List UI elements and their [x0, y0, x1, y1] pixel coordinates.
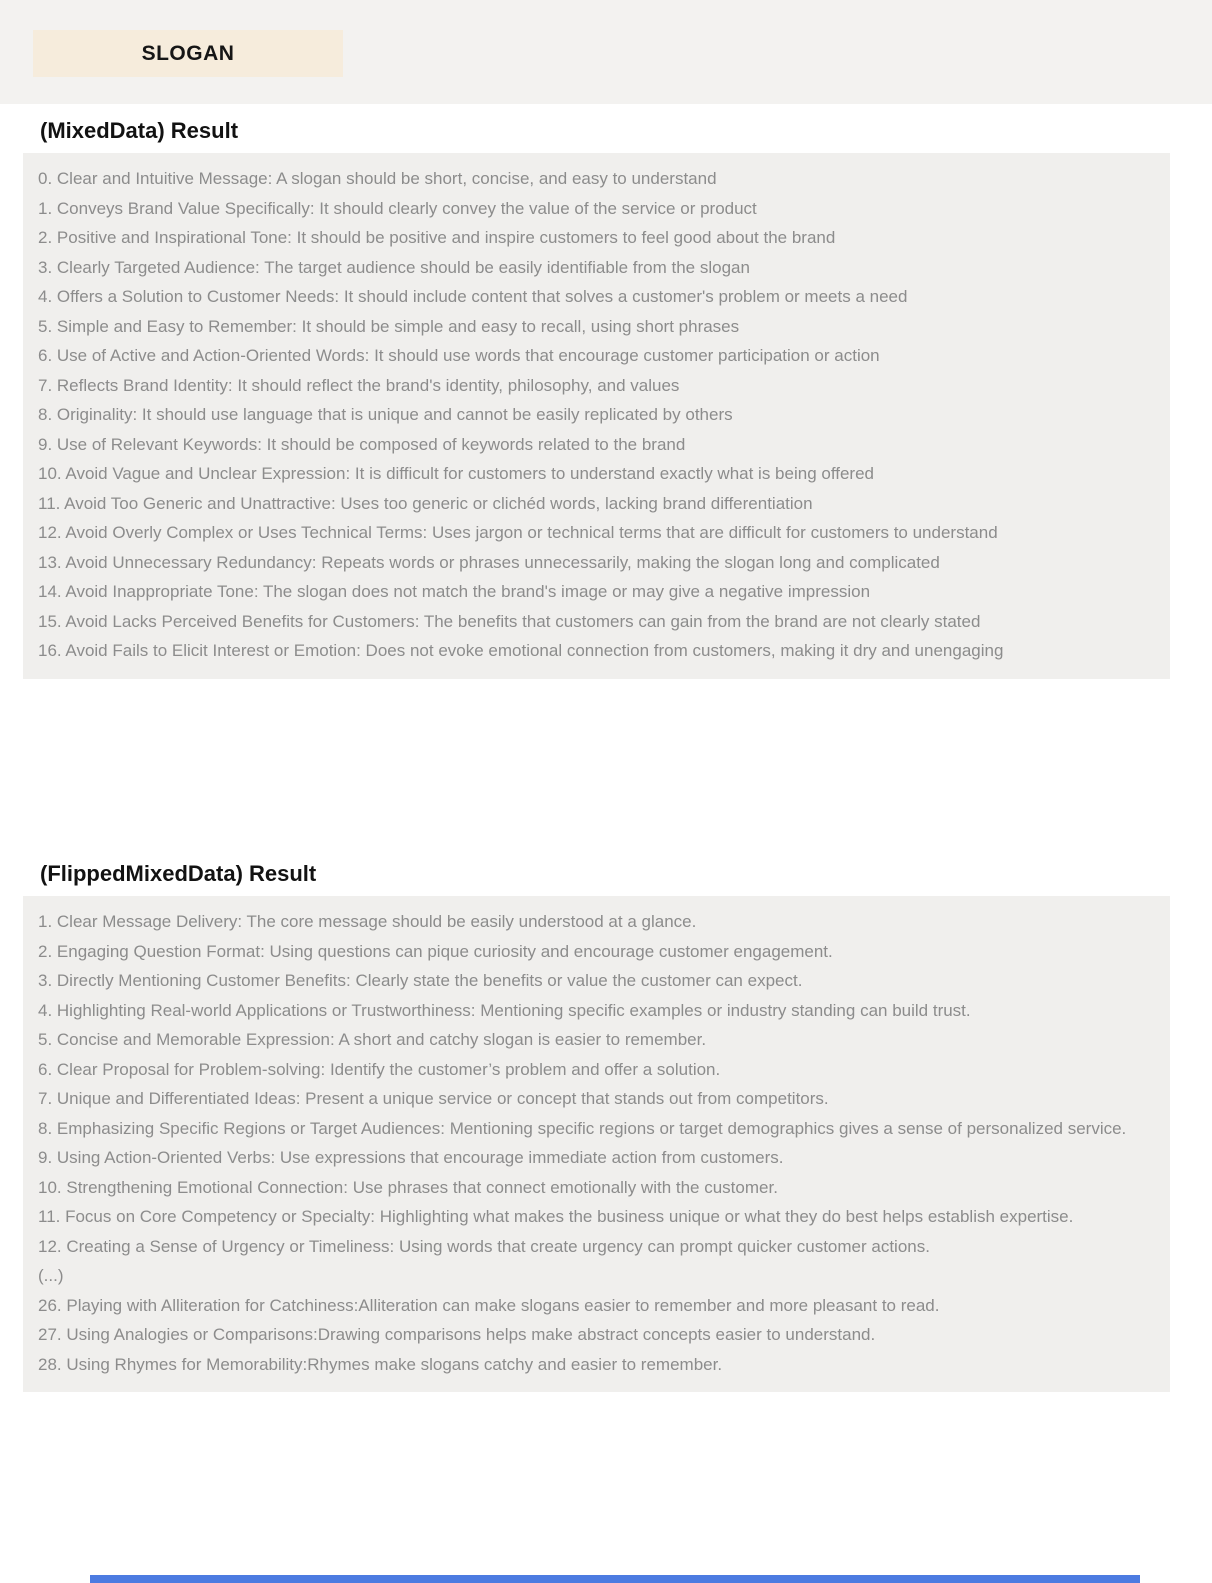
list-item: 9. Use of Relevant Keywords: It should be composed of keywords related to the brand: [38, 434, 686, 454]
bottom-bar: [90, 1575, 1140, 1583]
slogan-badge: [33, 30, 343, 77]
list-item: 2. Engaging Question Format: Using questions can pique curiosity and encourage customer engagement.: [38, 941, 833, 961]
list-item: 26. Playing with Alliteration for Catchiness:Alliteration can make slogans easier to remember and more pleasant to read.: [38, 1295, 940, 1315]
list-item: 12. Avoid Overly Complex or Uses Technical Terms: Uses jargon or technical terms that are difficult for customers to understand: [38, 523, 998, 542]
list-item: 16. Avoid Fails to Elicit Interest or Emotion: Does not evoke emotional connection from customers, making it dry and unengaging: [38, 641, 1004, 660]
list-item: 13. Avoid Unnecessary Redundancy: Repeats words or phrases unnecessarily, making the slogan long and complicated: [38, 552, 940, 572]
list-item: 12. Creating a Sense of Urgency or Timeliness: Using words that create urgency can prompt quicker customer actions.: [38, 1236, 930, 1256]
list-item: 2. Positive and Inspirational Tone: It should be positive and inspire customers to feel good about the brand: [38, 228, 836, 247]
list-item: 7. Reflects Brand Identity: It should reflect the brand's identity, philosophy, and values: [38, 375, 680, 395]
list-item: 4. Offers a Solution to Customer Needs: It should include content that solves a customer's problem or meets a need: [38, 287, 908, 306]
list-item: 27. Using Analogies or Comparisons:Drawing comparisons helps make abstract concepts easier to understand.: [38, 1325, 876, 1344]
list-item: 4. Highlighting Real-world Applications or Trustworthiness: Mentioning specific examples or industry standing can build trust.: [38, 1000, 971, 1020]
list-item: 1. Clear Message Delivery: The core message should be easily understood at a glance.: [38, 912, 697, 931]
list-item: 5. Simple and Easy to Remember: It should be simple and easy to recall, using short phrases: [38, 316, 740, 336]
flippedmixeddata-result-block: [23, 896, 1170, 1392]
mixeddata-result-heading: (MixedData) Result: [40, 118, 239, 143]
list-item: 3. Directly Mentioning Customer Benefits: Clearly state the benefits or value the customer can expect.: [38, 971, 803, 990]
flippedmixeddata-result-heading: (FlippedMixedData) Result: [40, 861, 317, 886]
list-item: 14. Avoid Inappropriate Tone: The slogan does not match the brand's image or may give a negative impression: [38, 582, 871, 601]
list-item: 10. Avoid Vague and Unclear Expression: It is difficult for customers to understand exactly what is being offered: [38, 464, 874, 483]
list-item: 6. Use of Active and Action-Oriented Words: It should use words that encourage customer participation or action: [38, 346, 880, 365]
list-item: 1. Conveys Brand Value Specifically: It should clearly convey the value of the service or product: [38, 198, 757, 218]
list-item: 28. Using Rhymes for Memorability:Rhymes make slogans catchy and easier to remember.: [38, 1354, 723, 1374]
list-item: 10. Strengthening Emotional Connection: Use phrases that connect emotionally with the customer.: [38, 1177, 778, 1197]
list-item: 6. Clear Proposal for Problem-solving: Identify the customer’s problem and offer a solution.: [38, 1059, 721, 1079]
list-item: 8. Originality: It should use language that is unique and cannot be easily replicated by others: [38, 405, 733, 424]
mixeddata-result-block: [23, 153, 1170, 679]
list-item: (...): [38, 1266, 64, 1285]
list-item: 15. Avoid Lacks Perceived Benefits for Customers: The benefits that customers can gain from the brand are not clearly stated: [38, 611, 981, 631]
list-item: 3. Clearly Targeted Audience: The target audience should be easily identifiable from the slogan: [38, 257, 750, 277]
list-item: 11. Avoid Too Generic and Unattractive: Uses too generic or clichéd words, lacking brand differentiation: [38, 493, 813, 513]
list-item: 11. Focus on Core Competency or Specialty: Highlighting what makes the business unique or what they do best helps establish expertise.: [38, 1207, 1074, 1226]
list-item: 0. Clear and Intuitive Message: A slogan should be short, concise, and easy to understand: [38, 169, 717, 188]
slogan-badge-label: SLOGAN: [141, 41, 235, 65]
list-item: 9. Using Action-Oriented Verbs: Use expressions that encourage immediate action from customers.: [38, 1148, 784, 1167]
list-item: 7. Unique and Differentiated Ideas: Present a unique service or concept that stands out from competitors.: [38, 1089, 829, 1108]
list-item: 8. Emphasizing Specific Regions or Target Audiences: Mentioning specific regions or target demographics gives a sense of personalized service.: [38, 1118, 1127, 1138]
list-item: 5. Concise and Memorable Expression: A short and catchy slogan is easier to remember.: [38, 1030, 707, 1049]
